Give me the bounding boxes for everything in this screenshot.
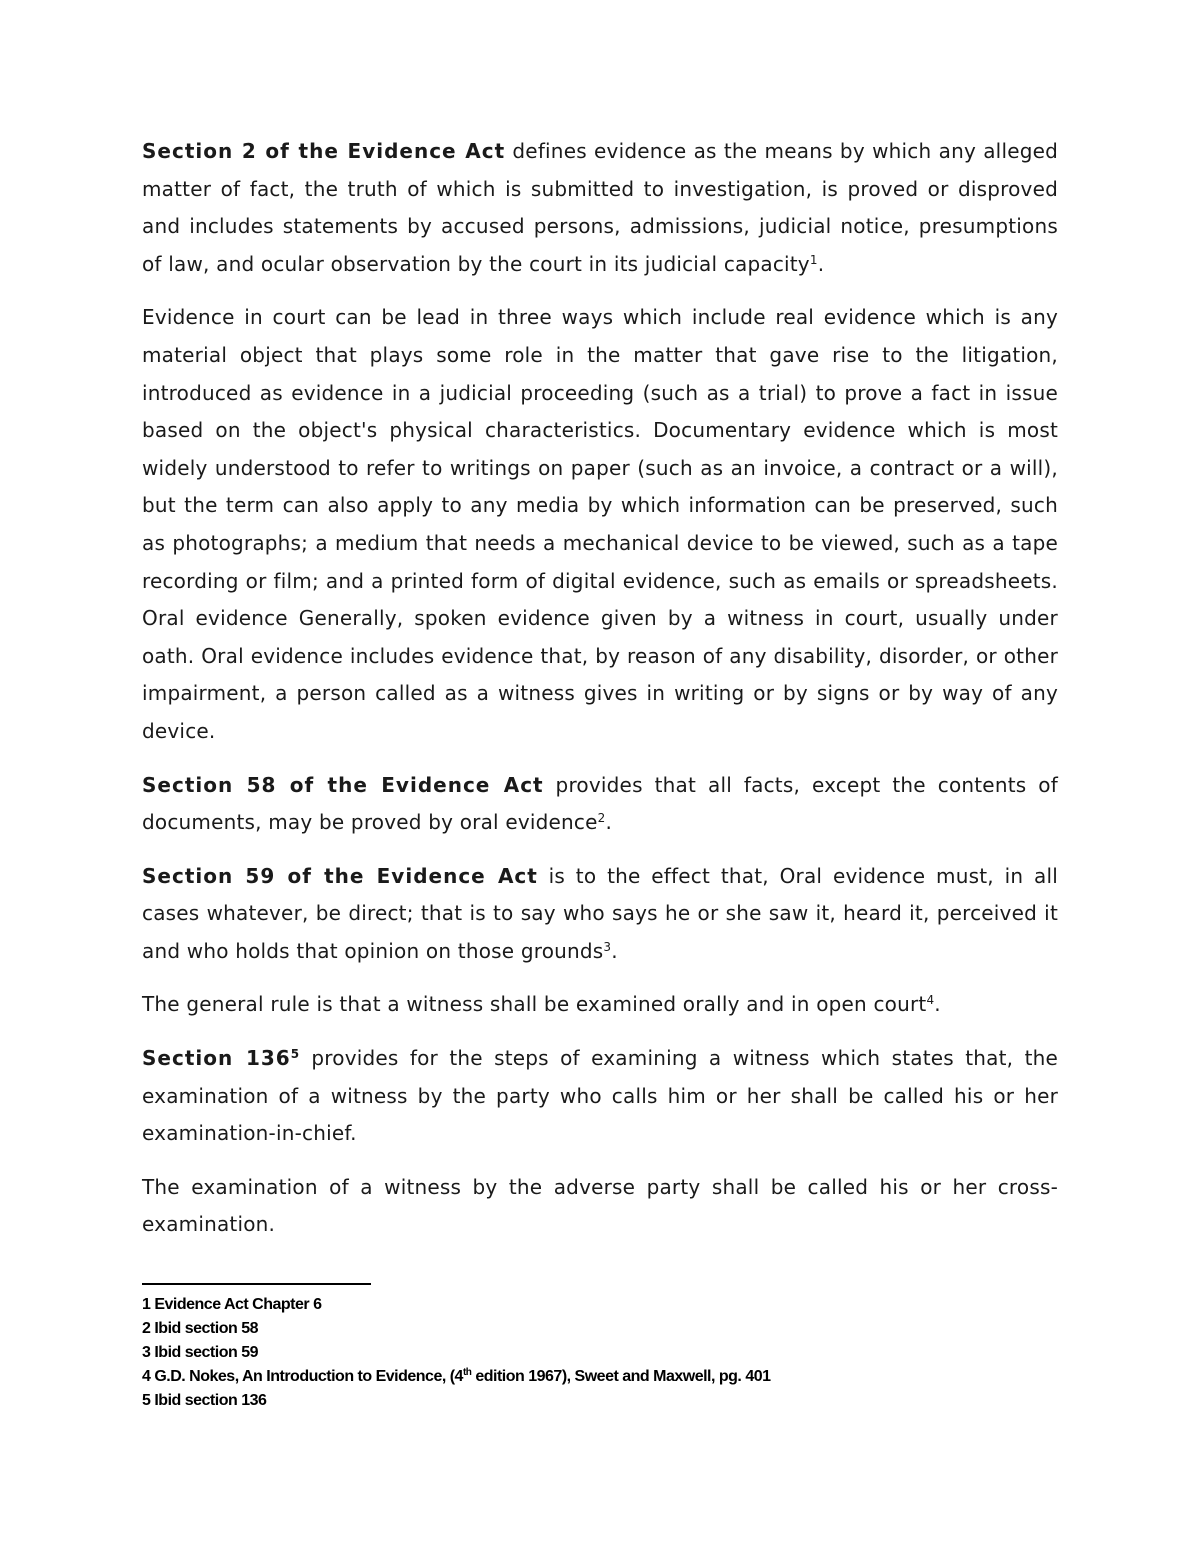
footnote-5: 5 Ibid section 136 <box>142 1392 267 1409</box>
footnote-2: 2 Ibid section 58 <box>142 1320 258 1337</box>
footnote-3: 3 Ibid section 59 <box>142 1344 258 1361</box>
document-body <box>142 133 1058 1260</box>
footnote-1: 1 Evidence Act Chapter 6 <box>142 1296 322 1313</box>
paragraph-section-58 <box>142 767 1058 842</box>
paragraph-section-2 <box>142 133 1058 283</box>
footnote-ref[interactable]: 3 <box>603 939 612 954</box>
punctuation: . <box>817 251 825 276</box>
paragraph-text: The examination of a witness by the adverse party shall be called his or her cross-examination. <box>142 1174 1058 1237</box>
footnote-4-text: 4 G.D. Nokes, An Introduction to Evidence, (4 <box>142 1368 463 1385</box>
footnote-ref[interactable]: 5 <box>290 1047 301 1062</box>
section-heading: Section 2 of the Evidence Act <box>142 139 506 163</box>
paragraph-section-59 <box>142 858 1058 971</box>
footnotes <box>142 1293 1042 1413</box>
paragraph-text: Evidence in court can be lead in three ways which include real evidence which is any material object that plays some role in the matter that gave rise to the litigation, introduced as evidence in a judicial proceeding (such as a trial) to prove a fact in issue based on the object's physical characteristics. Documentary evidence which is most widely understood to refer to writings on paper (such as an invoice, a contract or a will), but the term can also apply to any media by which information can be preserved, such as photographs; a medium that needs a mechanical device to be viewed, such as a tape recording or film; and a printed form of digital evidence, such as emails or spreadsheets. Oral evidence Generally, spoken evidence given by a witness in court, usually under oath. Oral evidence includes evidence that, by reason of any disability, disorder, or other impairment, a person called as a witness gives in writing or by signs or by way of any device. <box>142 305 1058 743</box>
ordinal-suffix: th <box>462 1367 472 1378</box>
section-heading: Section 59 of the Evidence Act <box>142 863 538 888</box>
footnote-ref[interactable]: 4 <box>926 993 935 1008</box>
footnote-4 <box>142 1365 1042 1389</box>
footnote-ref[interactable]: 1 <box>809 252 818 267</box>
footnote-ref[interactable]: 2 <box>597 811 606 826</box>
paragraph-text: provides for the steps of examining a witness which states that, the examination of a witness by the party who calls him or her shall be called his or her examination-in-chief. <box>142 1046 1058 1146</box>
paragraph-section-136 <box>142 1040 1058 1153</box>
punctuation: . <box>611 938 618 963</box>
footnote-separator <box>142 1283 371 1285</box>
section-heading-text: Section 136 <box>142 1046 291 1071</box>
section-heading: Section 58 of the Evidence Act <box>142 772 544 797</box>
paragraph-cross-examination <box>142 1169 1058 1244</box>
paragraph-general-rule <box>142 986 1058 1024</box>
paragraph-text: is to the effect that, Oral evidence must, in all cases whatever, be direct; that is to say who says he or she saw it, heard it, perceived it and who holds that opinion on those grounds <box>142 863 1058 963</box>
punctuation: . <box>934 992 941 1017</box>
paragraph-text: provides that all facts, except the contents of documents, may be proved by oral evidence <box>142 772 1058 835</box>
footnote-4-text-rest: edition 1967), Sweet and Maxwell, pg. 401 <box>471 1368 771 1385</box>
section-heading <box>142 1046 300 1070</box>
paragraph-text: defines evidence as the means by which any alleged matter of fact, the truth of which is submitted to investigation, is proved or disproved and includes statements by accused persons, admissions, judicial notice, presumptions of law, and ocular observation by the court in its judicial capacity <box>142 139 1058 276</box>
punctuation: . <box>605 810 613 835</box>
paragraph-types-of-evidence <box>142 299 1058 750</box>
paragraph-text: The general rule is that a witness shall be examined orally and in open court <box>142 992 927 1017</box>
